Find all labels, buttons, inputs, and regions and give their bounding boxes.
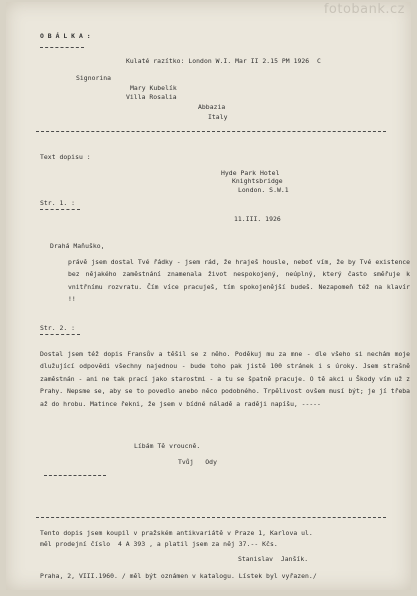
- note-line-3: Stanislav Janšík.: [238, 555, 309, 563]
- sender-line-3: London. S.W.1: [238, 186, 289, 194]
- note-divider: [36, 517, 386, 518]
- page-2-label: Str. 2. :: [40, 324, 76, 332]
- address-line-1: Mary Kubelík: [130, 84, 177, 92]
- signature-divider: [44, 475, 106, 476]
- address-line-4: Italy: [208, 113, 228, 121]
- note-line-2: měl prodejní číslo 4 A 393 , a platil jsem za něj 37.-- Kčs.: [40, 540, 278, 548]
- address-line-3: Abbazia: [198, 103, 226, 111]
- page-1-underline: [40, 209, 80, 210]
- page-2-underline: [40, 334, 80, 335]
- signature: Tvůj Ody: [178, 458, 217, 466]
- note-line-1: Tento dopis jsem koupil v pražském antikvariátě v Praze 1, Karlova ul.: [40, 529, 313, 537]
- envelope-divider: [36, 131, 386, 132]
- address-line-2: Villa Rosalia: [126, 93, 177, 101]
- envelope-heading: O B Á L K A :: [40, 32, 91, 40]
- salutation: Signorina: [76, 74, 112, 82]
- sender-line-1: Hyde Park Hotel: [221, 169, 280, 177]
- letter-date: 11.III. 1926: [234, 215, 281, 223]
- paragraph-2: Dostal jsem též dopis Fransův a těšil se z něho. Poděkuj mu za mne - dle všeho si nechám moje dlužující odpovědi všechny najednou - bude toho pak jistě 100 stránek i s úroky. Jsem strašně zaměstnán - ani ne tak prací jako starostmi - a tu se špatně pracuje. O tě akci u Škody vím už z Prahy. Nepsme se, aby se to povedlo anebo něco podobného. Trpělivost ovšem musí být; je jí třeba až do hrobu. Matince řekni, že jsem v bídné náladě a raději napíšu, -----: [40, 350, 410, 408]
- paragraph-1: právě jsem dostal Tvé řádky - jsem rád, že hraješ housle, neboť vím, že by Tvé existence bez nějakého zaměstnání znamenala život nespokojený, neúplný, který často směřuje k vnitřnímu rozvratu. Čím více pracuješ, tím spokojenější budeš. Nezapomeň též na klavír !!: [68, 258, 410, 304]
- sender-line-2: Knightsbridge: [232, 177, 283, 185]
- watermark: fotobank.cz: [323, 2, 405, 17]
- envelope-heading-underline: [40, 47, 84, 48]
- postmark-line: Kulaté razítko: London W.I. Mar II 2.15 PM 1926 C: [126, 57, 321, 65]
- closing: Líbám Tě vroucně.: [134, 442, 201, 450]
- letter-page: [6, 2, 411, 590]
- letter-heading: Text dopisu :: [40, 153, 91, 161]
- note-line-4: Praha, 2, VIII.1960. / měl být oznámen v katalogu. Lístek byl vyřazen./: [40, 572, 317, 580]
- greeting: Drahá Maňuško,: [50, 242, 105, 250]
- page-1-label: Str. 1. :: [40, 199, 76, 207]
